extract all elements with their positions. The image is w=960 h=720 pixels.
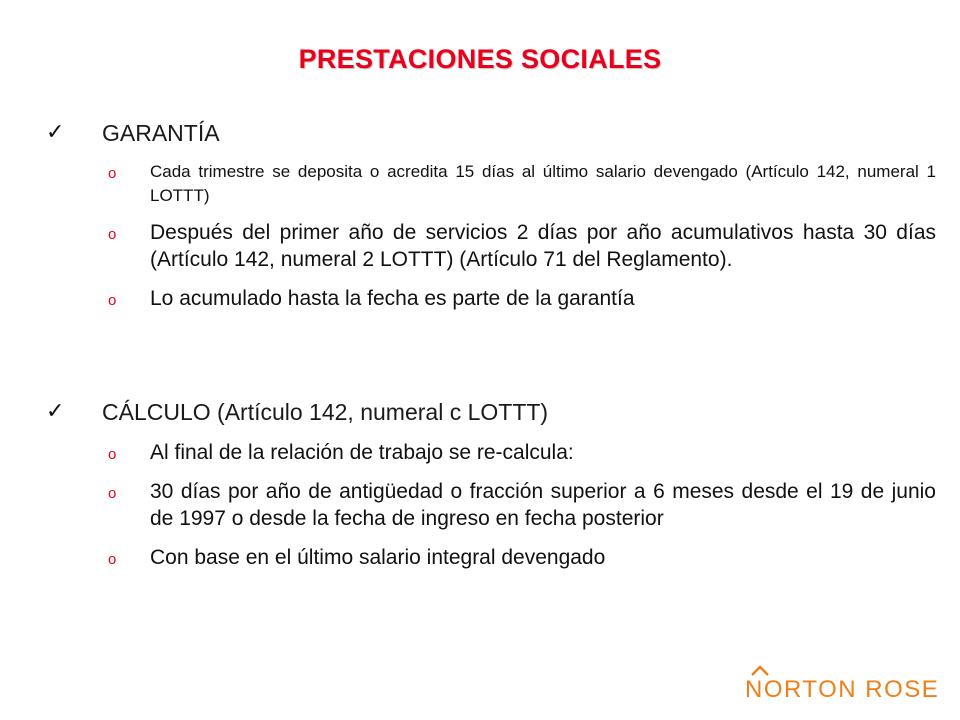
circle-bullet-icon: o: [108, 292, 117, 309]
list-item: [0, 478, 960, 532]
list-item: [0, 544, 960, 571]
checkmark-icon: ✓: [46, 120, 65, 145]
circle-bullet-icon: o: [108, 485, 117, 502]
section-heading-text: GARANTÍA: [102, 120, 220, 146]
section-heading-text: CÁLCULO (Artículo 142, numeral c LOTTT): [102, 399, 549, 425]
checkmark-icon: ✓: [46, 399, 65, 424]
list-item: [0, 219, 960, 273]
norton-rose-logo: [745, 664, 940, 704]
list-item-text: Cada trimestre se deposita o acredita 15 días al último salario devengado (Artículo 142, numeral 1 LOTTT): [150, 162, 936, 205]
list-item-text: Al final de la relación de trabajo se re-calcula:: [150, 441, 574, 464]
circle-bullet-icon: o: [108, 226, 117, 243]
list-item-text: 30 días por año de antigüedad o fracción superior a 6 meses desde el 19 de junio de 1997 o desde la fecha de ingreso en fecha posterior: [150, 480, 936, 530]
list-item: [0, 285, 960, 312]
page-title: PRESTACIONES SOCIALES: [298, 44, 662, 74]
list-item: [0, 160, 960, 208]
circle-bullet-icon: o: [108, 551, 117, 568]
chevron-up-icon: [749, 664, 771, 676]
section-garantia: [0, 118, 960, 312]
section-heading: [0, 397, 960, 427]
list-item-text: Con base en el último salario integral devengado: [150, 546, 606, 569]
list-item-text: Después del primer año de servicios 2 días por año acumulativos hasta 30 días (Artículo 142, numeral 2 LOTTT) (Artículo 71 del Reglamento).: [150, 221, 936, 271]
section-calculo: [0, 397, 960, 571]
circle-bullet-icon: o: [108, 165, 117, 182]
circle-bullet-icon: o: [108, 446, 117, 463]
section-heading: [0, 118, 960, 148]
list-item: [0, 439, 960, 466]
list-item-text: Lo acumulado hasta la fecha es parte de la garantía: [150, 287, 635, 310]
logo-text: NORTON ROSE: [745, 676, 940, 703]
